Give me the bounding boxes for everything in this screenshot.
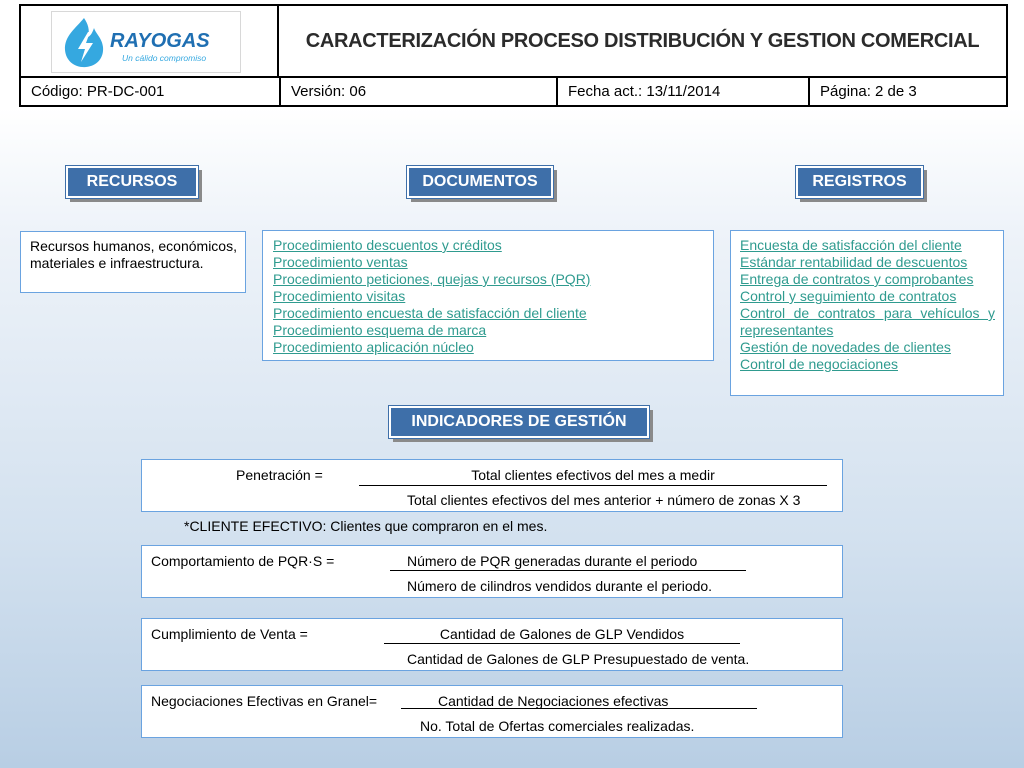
documento-link[interactable]: Procedimiento esquema de marca [273, 322, 487, 338]
document-title-cell [279, 6, 1006, 76]
registro-link[interactable]: Control de contratos para vehículos y representantes [740, 305, 995, 338]
document-version: Versión: 06 [291, 83, 367, 100]
document-page-number: Página: 2 de 3 [820, 83, 917, 100]
registro-link[interactable]: Estándar rentabilidad de descuentos [740, 254, 968, 270]
formula-denominator: Número de cilindros vendidos durante el periodo. [407, 578, 713, 594]
documento-link[interactable]: Procedimiento ventas [273, 254, 408, 270]
documento-link[interactable]: Procedimiento peticiones, quejas y recursos (PQR) [273, 271, 591, 287]
document-title: CARACTERIZACIÓN PROCESO DISTRIBUCIÓN Y GESTION COMERCIAL [305, 29, 980, 52]
company-logo [51, 11, 241, 73]
recursos-text [30, 238, 237, 272]
brand-tagline: Un cálido compromiso [122, 53, 207, 63]
documento-link[interactable]: Procedimiento aplicación núcleo [273, 339, 474, 355]
indicadores-de-gestion-button[interactable]: INDICADORES DE GESTIÓN [389, 406, 649, 438]
fraction-line [401, 708, 757, 709]
indicator-name: Comportamiento de PQR·S = [151, 553, 335, 569]
indicator-name: Negociaciones Efectivas en Granel= [151, 693, 378, 709]
logo-cell [21, 6, 279, 76]
registro-link[interactable]: Encuesta de satisfacción del cliente [740, 237, 962, 253]
registro-link[interactable]: Control de negociaciones [740, 356, 898, 372]
documento-link[interactable]: Procedimiento encuesta de satisfacción del cliente [273, 305, 587, 321]
recursos-text-line: Recursos humanos, económicos, [30, 238, 237, 254]
fraction-line [359, 485, 827, 486]
documentos-button[interactable]: DOCUMENTOS [407, 166, 553, 198]
registro-link[interactable]: Control y seguimiento de contratos [740, 288, 957, 304]
registro-link[interactable]: Gestión de novedades de clientes [740, 339, 951, 355]
fraction-line [384, 643, 740, 644]
documentos-list [273, 237, 590, 356]
indicator-granel-box [141, 685, 843, 738]
documento-link[interactable]: Procedimiento descuentos y créditos [273, 237, 502, 253]
formula-numerator: Total clientes efectivos del mes a medir [471, 467, 715, 483]
registro-link[interactable]: Entrega de contratos y comprobantes [740, 271, 974, 287]
fraction-line [390, 570, 746, 571]
formula-denominator: Total clientes efectivos del mes anterior + número de zonas X 3 [407, 492, 801, 508]
flame-bolt-icon [52, 12, 242, 74]
indicator-venta-box [141, 618, 843, 671]
brand-name: RAYOGAS [110, 30, 210, 52]
formula-denominator: Cantidad de Galones de GLP Presupuestado de venta. [407, 651, 750, 667]
recursos-box [20, 231, 246, 293]
cliente-efectivo-note: *CLIENTE EFECTIVO: Clientes que compraron en el mes. [184, 518, 548, 534]
registros-button[interactable]: REGISTROS [796, 166, 923, 198]
document-header [19, 4, 1008, 107]
indicator-penetracion-box [141, 459, 843, 512]
registros-box [730, 230, 1004, 396]
formula-numerator: Cantidad de Negociaciones efectivas [438, 693, 669, 709]
recursos-button[interactable]: RECURSOS [66, 166, 198, 198]
formula-numerator: Cantidad de Galones de GLP Vendidos [439, 626, 685, 642]
registros-list [740, 237, 995, 373]
document-code: Código: PR-DC-001 [31, 83, 165, 100]
formula-numerator: Número de PQR generadas durante el periodo [407, 553, 698, 569]
indicator-name: Penetración = [236, 467, 323, 483]
document-update-date: Fecha act.: 13/11/2014 [568, 83, 721, 100]
recursos-text-line: materiales e infraestructura. [30, 255, 204, 271]
documentos-box [262, 230, 714, 361]
formula-denominator: No. Total de Ofertas comerciales realizadas. [420, 718, 695, 734]
documento-link[interactable]: Procedimiento visitas [273, 288, 406, 304]
indicator-name: Cumplimiento de Venta = [151, 626, 308, 642]
indicator-pqr-box [141, 545, 843, 598]
